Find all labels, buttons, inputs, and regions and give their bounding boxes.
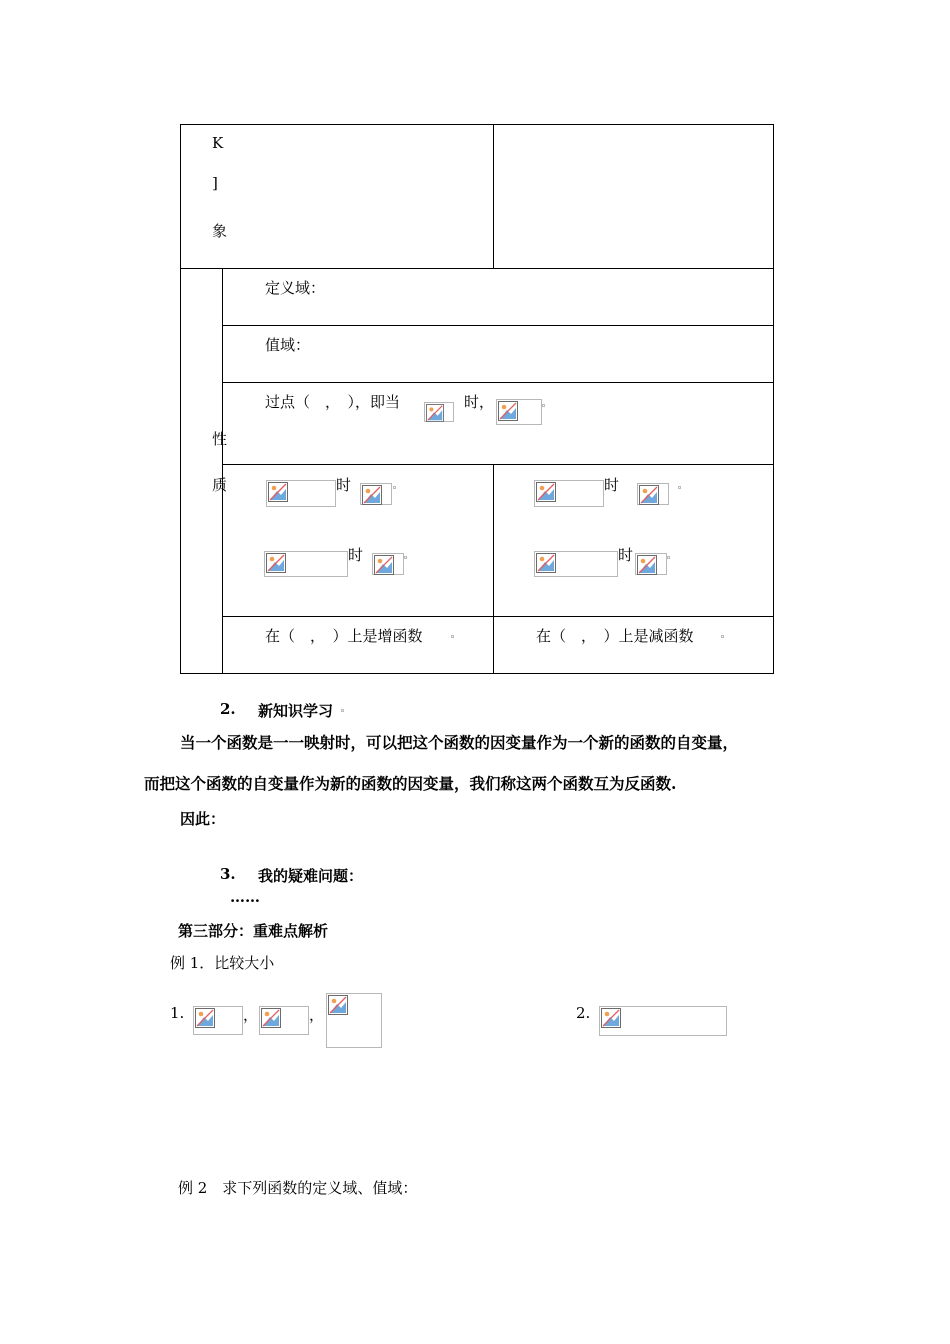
section-heading: 新知识学习 bbox=[258, 702, 334, 720]
increasing-function-text: 在（ ， ）上是增函数 bbox=[265, 627, 423, 645]
section-number: 2. bbox=[220, 700, 236, 718]
definition-line-1: 当一个函数是一一映射时，可以把这个函数的因变量作为一个新的函数的自变量， bbox=[180, 733, 739, 752]
item-number: 1. bbox=[170, 1004, 185, 1022]
passes-point-text: 过点（ ， ），即当 bbox=[265, 393, 401, 411]
formula-image bbox=[193, 1006, 243, 1035]
formula-image bbox=[266, 480, 336, 507]
row-header-char: K bbox=[212, 134, 224, 152]
paragraph-mark-icon bbox=[451, 635, 454, 638]
when-text: 时 bbox=[618, 546, 634, 564]
part-heading: 第三部分：重难点解析 bbox=[178, 922, 329, 940]
row-header-char: ] bbox=[212, 174, 218, 192]
therefore-label: 因此： bbox=[180, 810, 226, 828]
when-text: 时， bbox=[464, 393, 495, 411]
formula-image bbox=[264, 551, 348, 577]
broken-image-icon bbox=[536, 553, 556, 573]
section-number: 3. bbox=[220, 865, 236, 883]
broken-image-icon bbox=[536, 482, 556, 502]
formula-image bbox=[496, 399, 542, 425]
table-border-right bbox=[773, 124, 774, 674]
range-label: 值域： bbox=[265, 336, 311, 354]
when-text: 时 bbox=[348, 546, 364, 564]
paragraph-mark-icon bbox=[341, 709, 344, 712]
row-header-char: 象 bbox=[212, 222, 228, 240]
broken-image-icon bbox=[601, 1008, 621, 1028]
example-2-title: 例 2 求下列函数的定义域、值域： bbox=[178, 1179, 418, 1197]
table-rule bbox=[222, 268, 223, 674]
paragraph-mark-icon bbox=[404, 556, 407, 559]
table-rule bbox=[222, 616, 774, 617]
formula-image bbox=[635, 553, 667, 575]
paragraph-mark-icon bbox=[393, 486, 396, 489]
broken-image-icon bbox=[637, 555, 657, 575]
formula-image bbox=[599, 1006, 727, 1036]
paragraph-mark-icon bbox=[667, 556, 670, 559]
broken-image-icon bbox=[268, 482, 288, 502]
broken-image-icon bbox=[328, 995, 348, 1015]
table-rule bbox=[493, 124, 494, 269]
broken-image-icon bbox=[261, 1008, 281, 1028]
when-text: 时 bbox=[336, 476, 352, 494]
formula-image bbox=[637, 483, 669, 505]
table-rule bbox=[180, 268, 774, 269]
table-border-top bbox=[180, 124, 774, 125]
section-heading: 我的疑难问题： bbox=[258, 867, 364, 885]
separator: ， bbox=[309, 1006, 325, 1024]
formula-image bbox=[534, 551, 618, 577]
paragraph-mark-icon bbox=[678, 486, 681, 489]
table-border-bottom bbox=[180, 673, 774, 674]
broken-image-icon bbox=[639, 485, 659, 505]
paragraph-mark-icon bbox=[542, 404, 545, 407]
item-number: 2. bbox=[576, 1004, 591, 1022]
broken-image-icon bbox=[266, 553, 286, 573]
table-rule bbox=[222, 464, 774, 465]
row-header-char: 质 bbox=[212, 476, 228, 494]
formula-image bbox=[326, 993, 382, 1048]
broken-image-icon bbox=[426, 404, 444, 422]
ellipsis: …… bbox=[230, 888, 260, 906]
broken-image-icon bbox=[374, 555, 394, 575]
domain-label: 定义域： bbox=[265, 279, 326, 297]
formula-image bbox=[534, 480, 604, 507]
broken-image-icon bbox=[498, 401, 518, 421]
example-1-title: 例 1．比较大小 bbox=[170, 954, 275, 972]
formula-image bbox=[372, 553, 404, 575]
when-text: 时 bbox=[604, 476, 620, 494]
formula-image bbox=[259, 1006, 309, 1035]
formula-image bbox=[424, 402, 454, 422]
row-header-char: 性 bbox=[212, 430, 228, 448]
separator: ， bbox=[243, 1006, 259, 1024]
table-border-left bbox=[180, 124, 181, 674]
broken-image-icon bbox=[195, 1008, 215, 1028]
table-rule bbox=[222, 325, 774, 326]
broken-image-icon bbox=[362, 485, 382, 505]
definition-line-2: 而把这个函数的自变量作为新的函数的因变量，我们称这两个函数互为反函数. bbox=[144, 774, 677, 793]
table-rule bbox=[493, 464, 494, 674]
formula-image bbox=[360, 483, 392, 505]
paragraph-mark-icon bbox=[721, 635, 724, 638]
table-rule bbox=[222, 382, 774, 383]
decreasing-function-text: 在（ ， ）上是减函数 bbox=[536, 627, 694, 645]
